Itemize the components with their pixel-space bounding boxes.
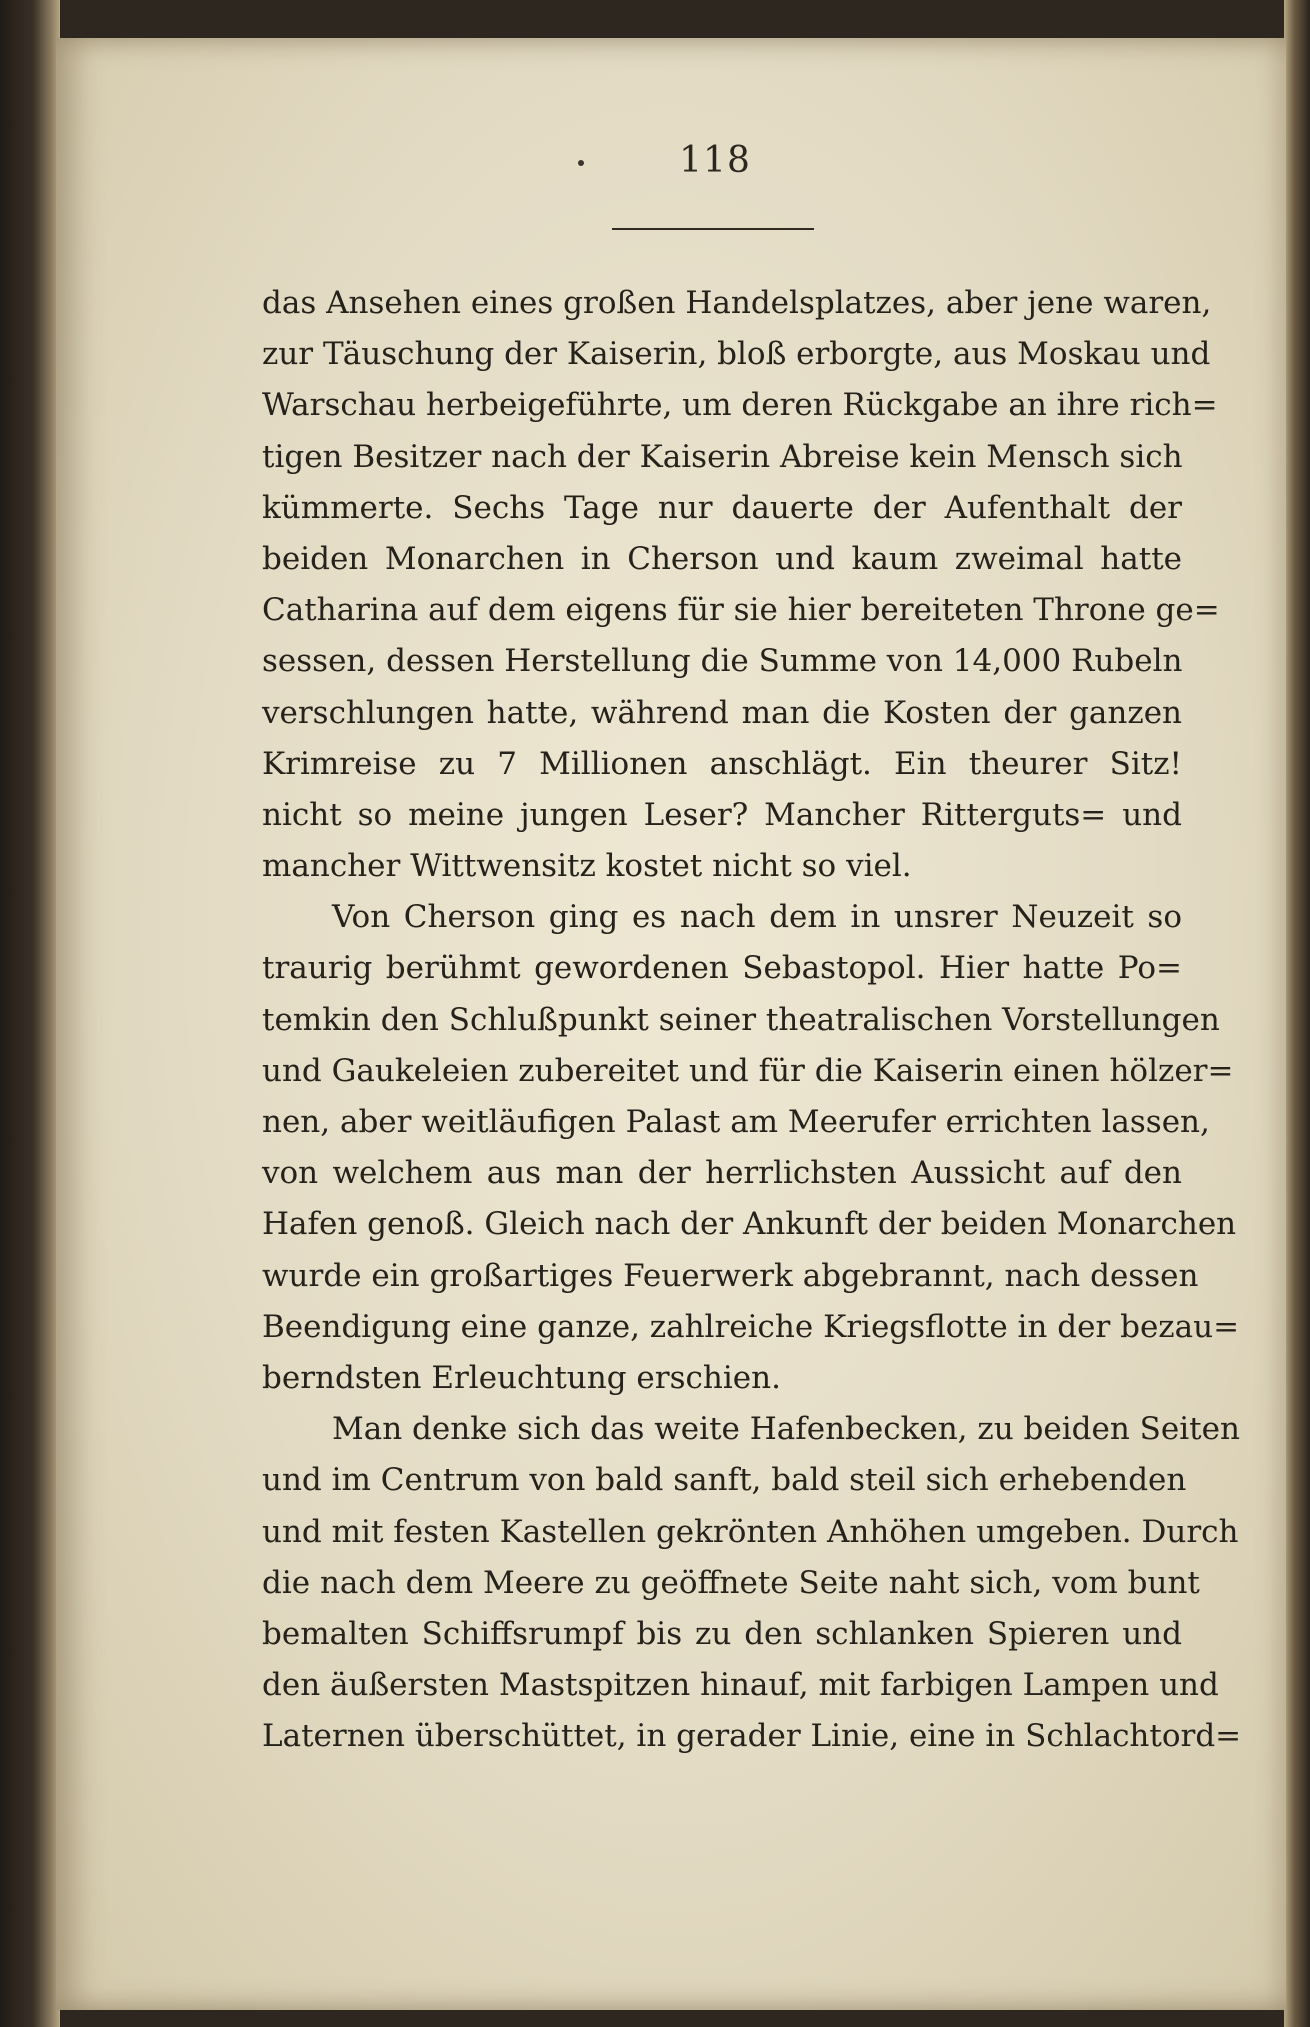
text-line: sessen, dessen Herstellung die Summe von 14,000 Rubeln — [262, 643, 1183, 680]
text-line: berndsten Erleuchtung erschien. — [262, 1359, 781, 1396]
text-line: Beendigung eine ganze, zahlreiche Kriegsflotte in der bezau= — [262, 1308, 1240, 1345]
text-line: Krimreise zu 7 Millionen anschlägt. Ein theurer Sitz! — [262, 745, 1182, 782]
book-binding-edge — [0, 0, 60, 2027]
page-stack-edge — [1284, 0, 1310, 2027]
body-text — [262, 278, 1242, 1762]
text-line: beiden Monarchen in Cherson und kaum zweimal hatte — [262, 540, 1182, 577]
text-line: Catharina auf dem eigens für sie hier bereiteten Throne ge= — [262, 592, 1220, 629]
text-line: Man denke sich das weite Hafenbecken, zu beiden Seiten — [332, 1411, 1240, 1448]
text-line: Laternen überschüttet, in gerader Linie, eine in Schlachtord= — [262, 1718, 1242, 1755]
text-line: die nach dem Meere zu geöffnete Seite naht sich, vom bunt — [262, 1564, 1200, 1601]
text-line: und mit festen Kastellen gekrönten Anhöhen umgeben. Durch — [262, 1513, 1239, 1550]
text-line: tigen Besitzer nach der Kaiserin Abreise kein Mensch sich — [262, 438, 1183, 475]
text-line: Warschau herbeigeführte, um deren Rückgabe an ihre rich= — [262, 387, 1218, 424]
text-line: nen, aber weitläufigen Palast am Meerufer errichten lassen, — [262, 1104, 1210, 1140]
text-line: mancher Wittwensitz kostet nicht so viel. — [262, 848, 912, 885]
text-line: von welchem aus man der herrlichsten Aussicht auf den — [262, 1155, 1182, 1192]
text-line: temkin den Schlußpunkt seiner theatralischen Vorstellungen — [262, 1001, 1220, 1038]
text-line: den äußersten Mastspitzen hinauf, mit farbigen Lampen und — [262, 1667, 1219, 1704]
text-line: zur Täuschung der Kaiserin, bloß erborgte, aus Moskau und — [262, 336, 1211, 373]
text-line: kümmerte. Sechs Tage nur dauerte der Aufenthalt der — [262, 489, 1182, 526]
text-line: traurig berühmt gewordenen Sebastopol. Hier hatte Po= — [262, 950, 1182, 987]
text-line: und im Centrum von bald sanft, bald steil sich erhebenden — [262, 1462, 1187, 1499]
text-line: Von Cherson ging es nach dem in unsrer Neuzeit so — [332, 899, 1182, 936]
text-line: das Ansehen eines großen Handelsplatzes, aber jene waren, — [262, 285, 1212, 321]
page-number: 118 — [679, 140, 751, 181]
ink-dot — [578, 160, 584, 166]
page-number-rule — [612, 228, 814, 230]
text-line: und Gaukeleien zubereitet und für die Kaiserin einen hölzer= — [262, 1052, 1234, 1089]
text-line: verschlungen hatte, während man die Kosten der ganzen — [262, 694, 1182, 731]
text-line: Hafen genoß. Gleich nach der Ankunft der beiden Monarchen — [262, 1206, 1237, 1243]
text-line: bemalten Schiffsrumpf bis zu den schlanken Spieren und — [262, 1615, 1182, 1652]
text-line: wurde ein großartiges Feuerwerk abgebrannt, nach dessen — [262, 1257, 1199, 1294]
text-line: nicht so meine jungen Leser? Mancher Ritterguts= und — [262, 796, 1182, 833]
